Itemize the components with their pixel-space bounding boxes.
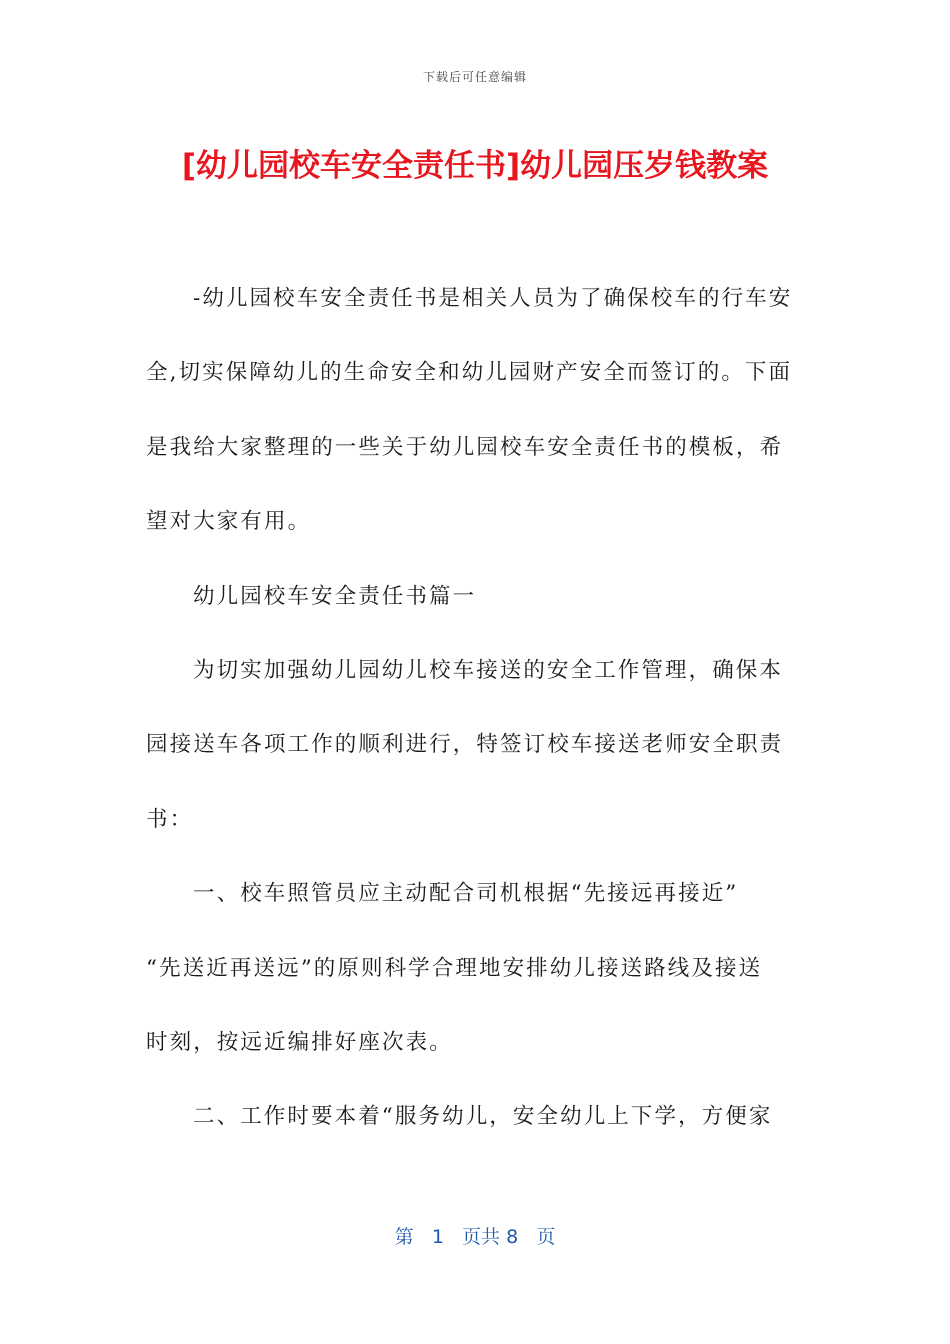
paragraph-line: 时刻，按远近编排好座次表。 [146, 1029, 453, 1055]
paragraph-line: 二、工作时要本着“服务幼儿，安全幼儿上下学，方便家 [193, 1104, 773, 1130]
paragraph-line: 书： [146, 806, 194, 832]
paragraph-line: 望对大家有用。 [146, 509, 312, 535]
paragraph-line: 幼儿园校车安全责任书篇一 [193, 583, 477, 609]
paragraph-line: “先送近再送远”的原则科学合理地安排幼儿接送路线及接送 [146, 955, 763, 981]
paragraph-line: 为切实加强幼儿园幼儿校车接送的安全工作管理，确保本 [193, 657, 784, 683]
paragraph-line: 是我给大家整理的一些关于幼儿园校车安全责任书的模板，希 [146, 434, 784, 460]
paragraph-line: -幼儿园校车安全责任书是相关人员为了确保校车的行车安 [193, 286, 793, 311]
page-footer [0, 1222, 950, 1252]
header-note: 下载后可任意编辑 [422, 70, 527, 84]
footer-suffix: 页 [536, 1226, 556, 1248]
paragraph-line: 全,切实保障幼儿的生命安全和幼儿园财产安全而签订的。下面 [146, 360, 793, 386]
footer-total-pages: 8 [506, 1226, 519, 1248]
footer-current-page: 1 [431, 1226, 444, 1248]
paragraph-line: 园接送车各项工作的顺利进行，特签订校车接送老师安全职责 [146, 732, 784, 758]
document-title: [幼儿园校车安全责任书]幼儿园压岁钱教案 [181, 148, 769, 184]
footer-middle: 页共 [462, 1226, 501, 1248]
document-body [146, 262, 796, 1155]
footer-prefix: 第 [394, 1226, 414, 1248]
paragraph-line: 一、校车照管员应主动配合司机根据“先接远再接近” [193, 881, 739, 907]
